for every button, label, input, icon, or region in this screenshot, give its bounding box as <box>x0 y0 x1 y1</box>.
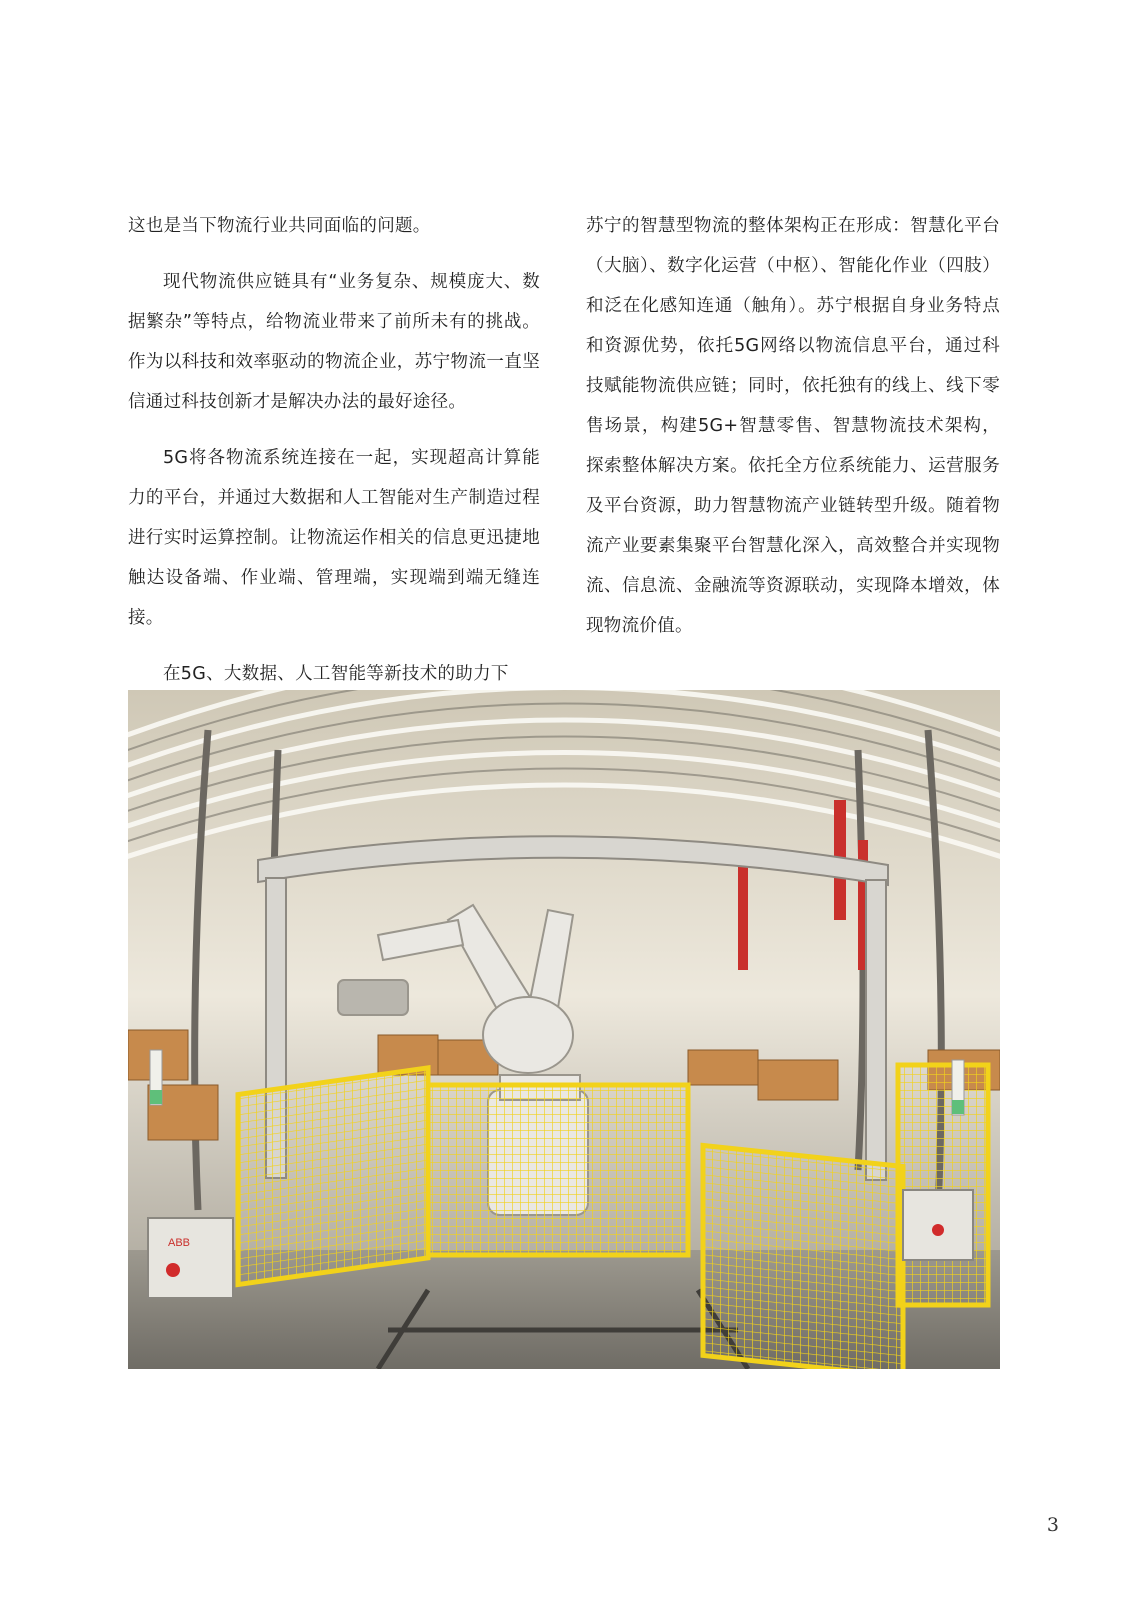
control-box-left <box>148 1218 233 1298</box>
paragraph: 在5G、大数据、人工智能等新技术的助力下 <box>163 664 509 684</box>
control-box-right <box>903 1190 973 1260</box>
paragraph: 这也是当下物流行业共同面临的问题。 <box>128 216 431 236</box>
page-number: 3 <box>1046 1514 1059 1536</box>
paragraph: 5G将各物流系统连接在一起，实现超高计算能力的平台，并通过大数据和人工智能对生产制造过程进行实时运算控制。让物流运作相关的信息更迅捷地触达设备端、作业端、管理端，实现端到端无缝连接。 <box>128 448 540 628</box>
signal-tower-left <box>150 1050 162 1105</box>
warehouse-robot-illustration <box>128 690 1000 1369</box>
left-text-column <box>128 206 540 710</box>
paragraph: 苏宁的智慧型物流的整体架构正在形成：智慧化平台（大脑）、数字化运营（中枢）、智能化作业（四肢）和泛在化感知连通（触角）。苏宁根据自身业务特点和资源优势，依托5G网络以物流信息平台，通过科技赋能物流供应链；同时，依托独有的线上、线下零售场景，构建5G+智慧零售、智慧物流技术架构，探索整体解决方案。依托全方位系统能力、运营服务及平台资源，助力智慧物流产业链转型升级。随着物流产业要素集聚平台智慧化深入，高效整合并实现物流、信息流、金融流等资源联动，实现降本增效，体现物流价值。 <box>586 216 1000 636</box>
paragraph: 现代物流供应链具有“业务复杂、规模庞大、数据繁杂”等特点，给物流业带来了前所未有的挑战。作为以科技和效率驱动的物流企业，苏宁物流一直坚信通过科技创新才是解决办法的最好途径。 <box>128 272 540 412</box>
abb-logo: ABB <box>168 1237 191 1249</box>
signal-tower-right <box>952 1060 964 1115</box>
right-text-column <box>586 206 1000 662</box>
warehouse-robot-photo <box>128 690 1000 1369</box>
